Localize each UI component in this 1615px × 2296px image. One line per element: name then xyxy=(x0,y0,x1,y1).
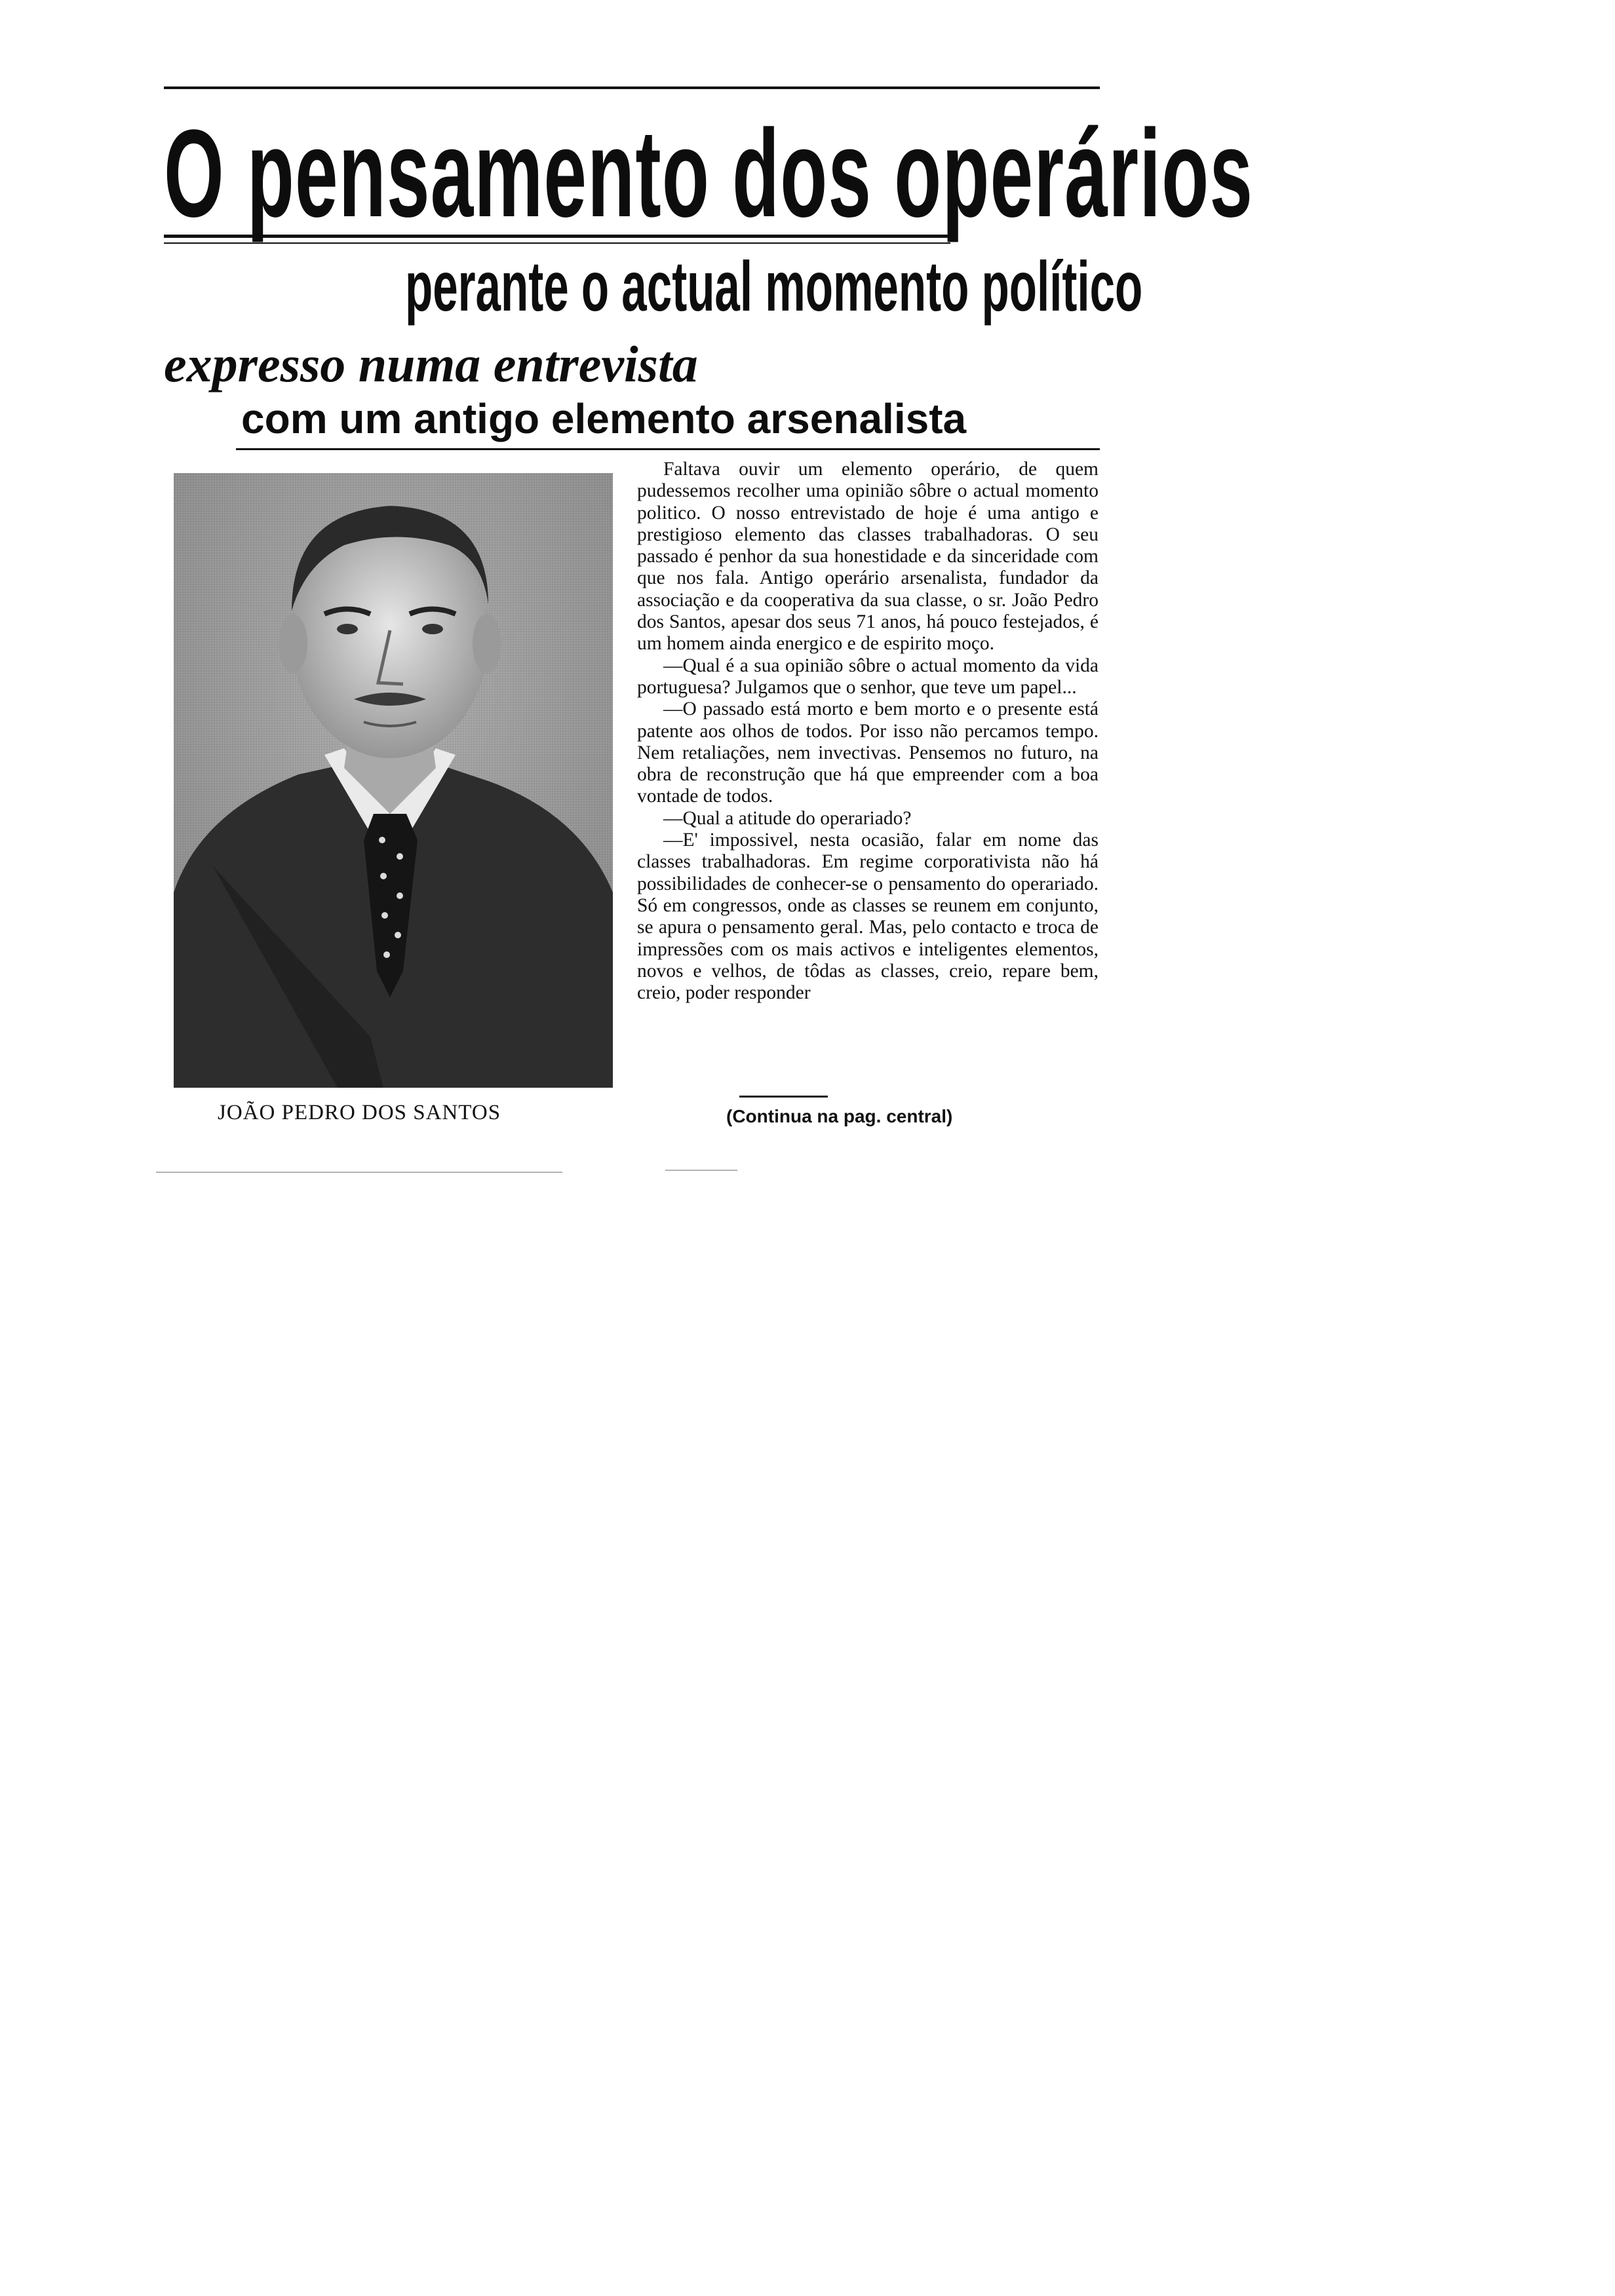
paragraph: —Qual é a sua opinião sôbre o actual momento da vida portuguesa? Julgamos que o senhor, que teve um papel... xyxy=(637,655,1099,698)
article-kicker: expresso numa entrevista xyxy=(164,335,698,392)
clipping-edge-right xyxy=(665,1170,737,1171)
continuation-note: (Continua na pag. central) xyxy=(726,1106,953,1126)
paragraph: —E' impossivel, nesta ocasião, falar em nome das classes trabalhadoras. Em regime corporativista não há possibilidades de conhecer-se o pensamento do operariado. Só em congressos, onde as classes se reunem em conjunto, se apura o pensamento geral. Mas, pelo contacto e troca de impressões com os mais activos e inteligentes elementos, novos e velhos, de tôdas as classes, creio, repare bem, creio, poder responder xyxy=(637,830,1099,1004)
top-rule xyxy=(164,86,1100,89)
clipping-edge-left xyxy=(156,1172,562,1173)
article-subheadline: perante o actual momento político xyxy=(405,246,1143,326)
portrait-photo xyxy=(174,473,613,1088)
portrait-illustration xyxy=(174,473,613,1088)
article-headline: O pensamento dos operários xyxy=(164,104,1254,243)
paragraph: —O passado está morto e bem morto e o presente está patente aos olhos de todos. Por isso não percamos tempo. Nem retaliações, nem invectivas. Pensemos no futuro, na obra de reconstrução que há que empreender com a boa vontade de todos. xyxy=(637,698,1099,807)
photo-caption: JOÃO PEDRO DOS SANTOS xyxy=(218,1101,501,1124)
deck-underline xyxy=(236,448,1100,450)
paragraph: Faltava ouvir um elemento operário, de quem pudessemos recolher uma opinião sôbre o actual momento politico. O nosso entrevistado de hoje é uma antigo e prestigioso elemento das classes trabalhadoras. O seu passado é penhor da sua honestidade e da sinceridade com que nos fala. Antigo operário arsenalista, fundador da associação e da cooperativa da sua classe, o sr. João Pedro dos Santos, apesar dos seus 71 anos, há pouco festejados, é um homem ainda energico e de espirito moço. xyxy=(637,459,1099,655)
continuation-rule xyxy=(739,1096,828,1098)
paragraph: —Qual a atitude do operariado? xyxy=(663,807,912,829)
article-body xyxy=(637,459,1099,1004)
article-deck: com um antigo elemento arsenalista xyxy=(241,395,967,442)
